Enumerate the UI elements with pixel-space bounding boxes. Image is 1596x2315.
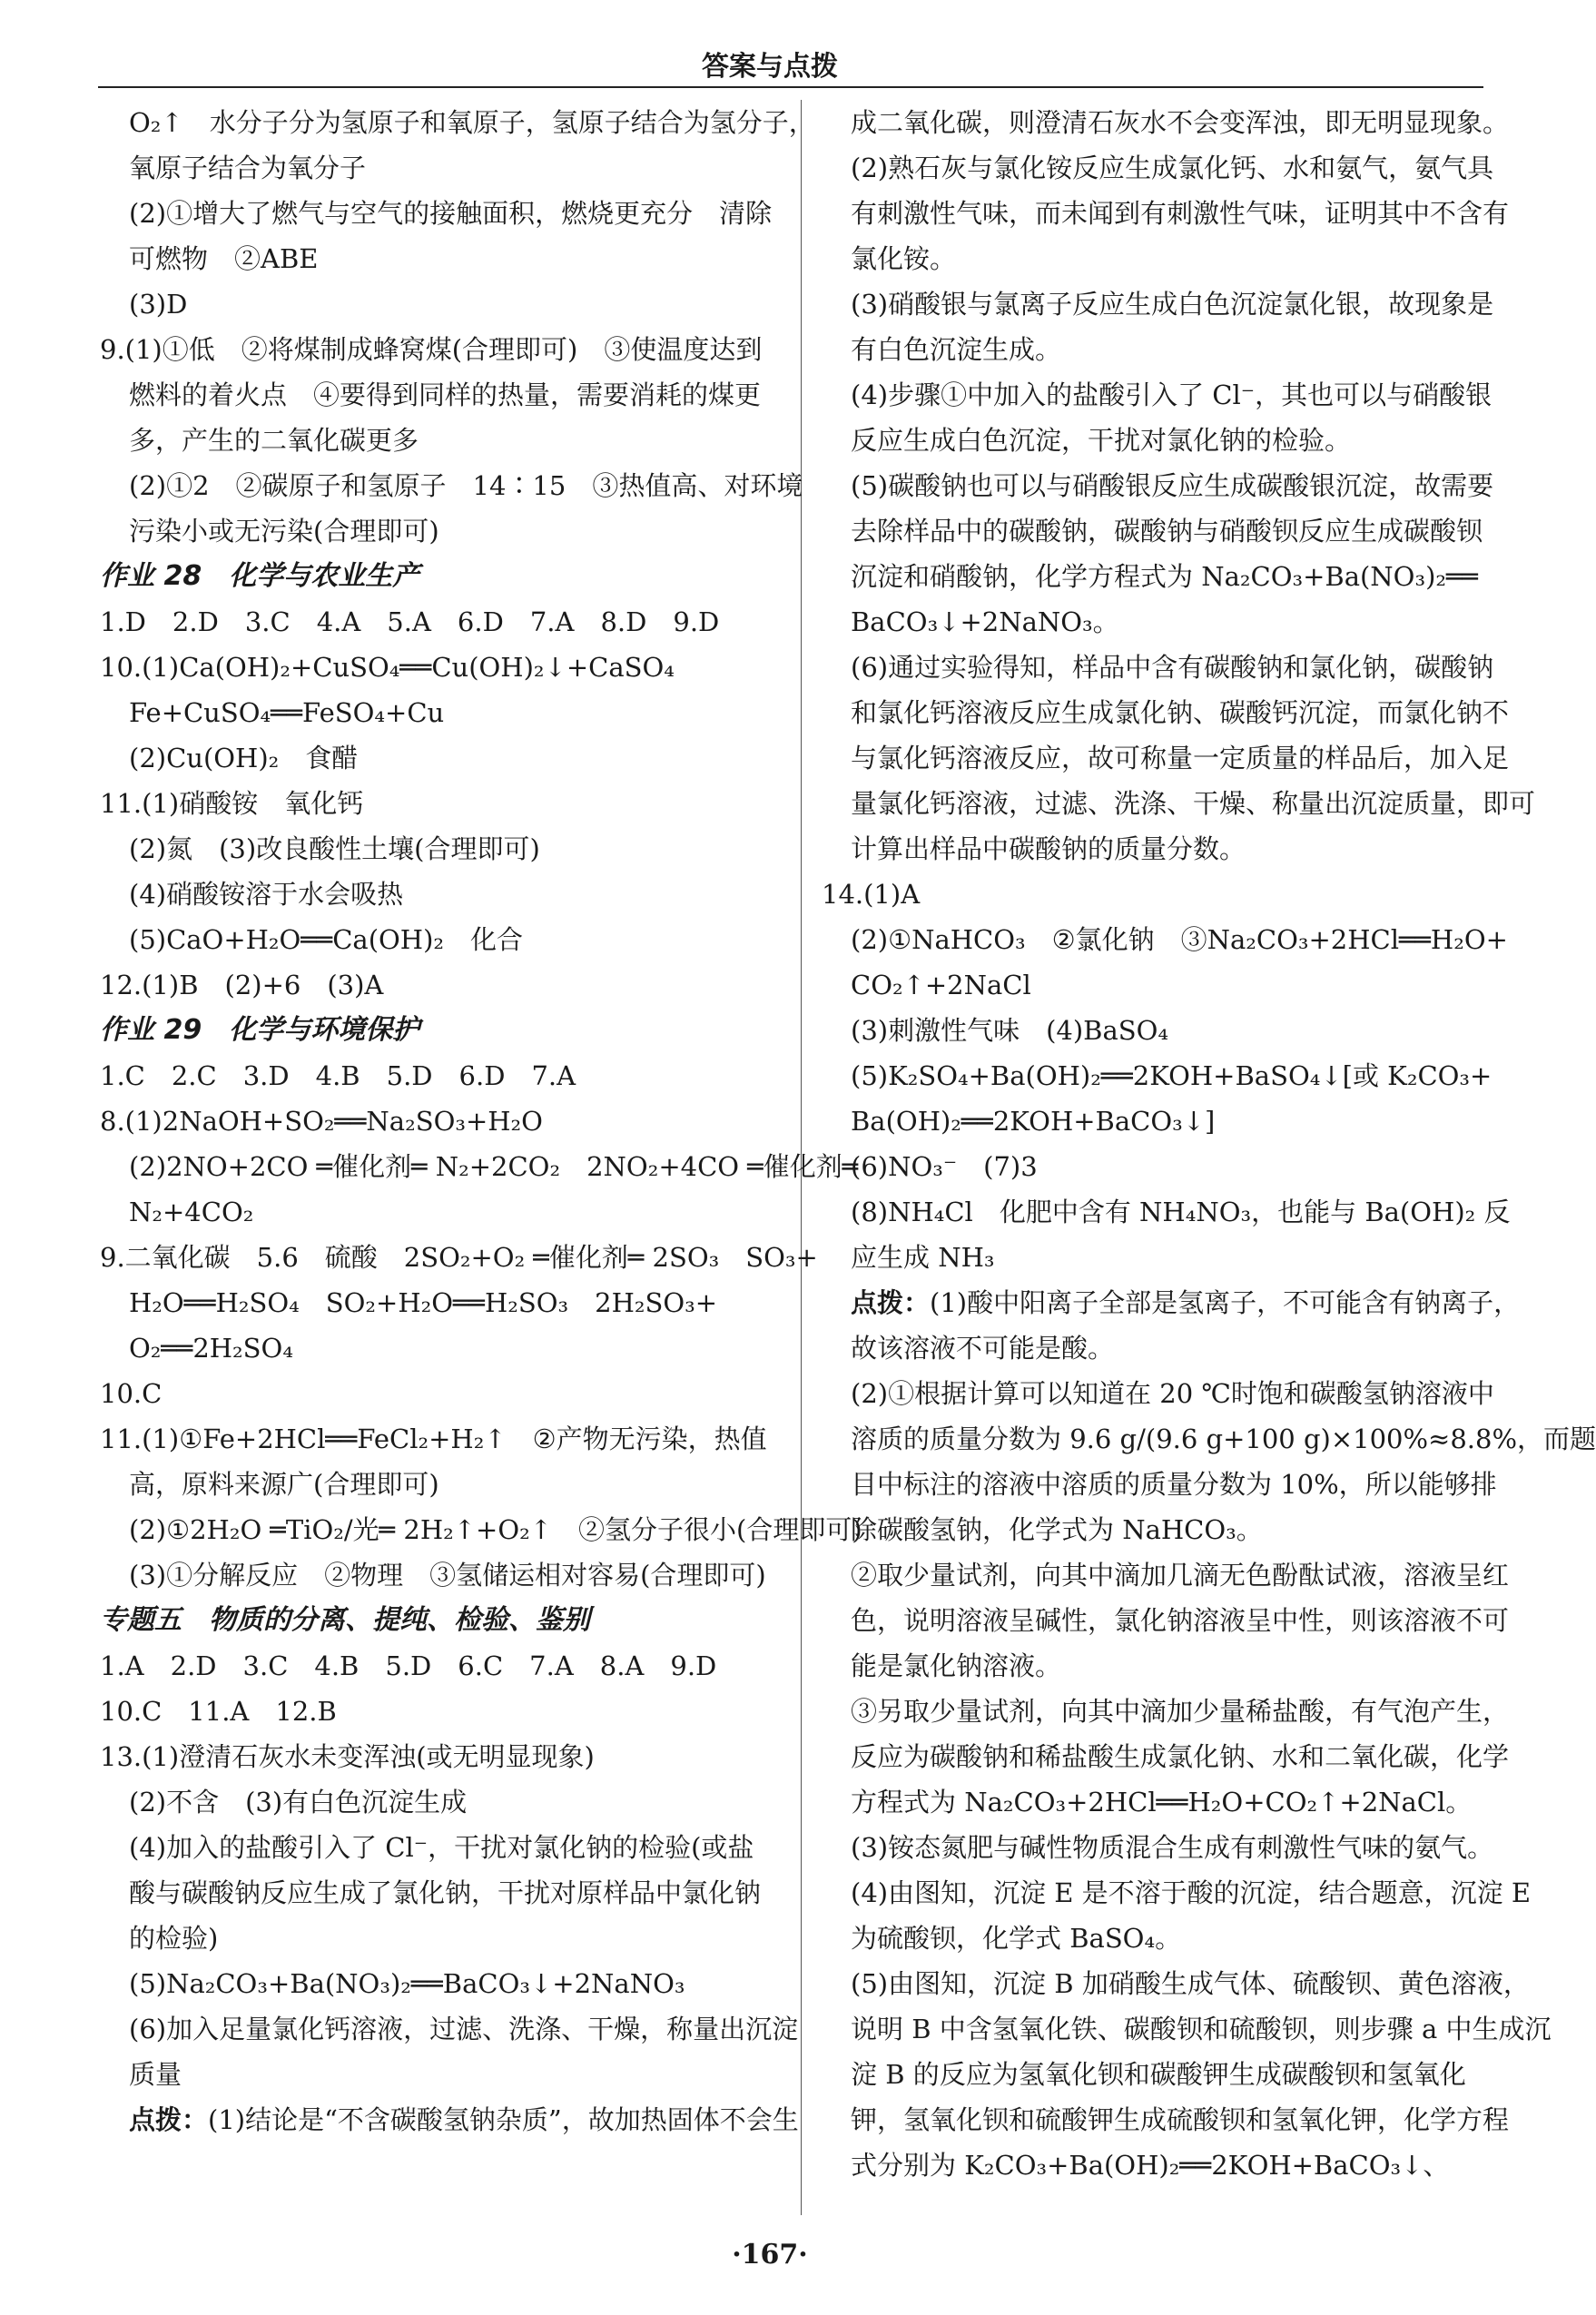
answer-line: CO₂↑+2NaCl [851,970,1031,1000]
answer-line: 色，说明溶液呈碱性，氯化钠溶液呈中性，则该溶液不可 [851,1605,1510,1636]
answer-line: (2)2NO+2CO ═催化剂═ N₂+2CO₂ 2NO₂+4CO ═催化剂═ [129,1151,859,1182]
answer-line: 质量 [129,2059,182,2090]
left-column [100,100,862,2143]
answer-line: (2)①2 ②碳原子和氢原子 14∶15 ③热值高、对环境 [129,470,803,501]
answer-line: (2)①2H₂O ═TiO₂/光═ 2H₂↑+O₂↑ ②氢分子很小(合理即可) [129,1514,862,1545]
answer-line: (6)NO₃⁻ (7)3 [851,1151,1038,1182]
page-number: ·167· [732,2239,808,2271]
answer-line: (3)D [129,289,188,320]
answer-line: BaCO₃↓+2NaNO₃。 [851,606,1119,637]
answer-line: 11.(1)①Fe+2HCl══FeCl₂+H₂↑ ②产物无污染，热值 [100,1423,767,1454]
answer-line: 10.C 11.A 12.B [100,1696,337,1727]
answer-line: 计算出样品中碳酸钠的质量分数。 [851,833,1246,864]
answer-line: (4)硝酸铵溶于水会吸热 [129,879,404,910]
section-heading: 作业 29 化学与环境保护 [100,1014,420,1046]
answer-line: 反应为碳酸钠和稀盐酸生成氯化钠、水和二氧化碳，化学 [851,1741,1510,1772]
answer-line: H₂O══H₂SO₄ SO₂+H₂O══H₂SO₃ 2H₂SO₃+ [129,1287,718,1318]
answer-line: (2)①NaHCO₃ ②氯化钠 ③Na₂CO₃+2HCl══H₂O+ [851,924,1508,955]
answer-line [100,2097,799,2143]
section-heading: 专题五 物质的分离、提纯、检验、鉴别 [100,1604,590,1636]
answer-line: 1.C 2.C 3.D 4.B 5.D 6.D 7.A [100,1060,576,1091]
answer-line: 目中标注的溶液中溶质的质量分数为 10%，所以能够排 [851,1469,1497,1500]
answer-line: 的检验) [129,1923,219,1954]
answer-line: (3)铵态氮肥与碱性物质混合生成有刺激性气味的氨气。 [851,1832,1494,1863]
answer-line: 故该溶液不可能是酸。 [851,1333,1115,1364]
answer-line: 13.(1)澄清石灰水未变浑浊(或无明显现象) [100,1741,595,1772]
answer-line: O₂══2H₂SO₄ [129,1333,293,1364]
header-divider [98,86,1483,88]
answer-line: 9.二氧化碳 5.6 硫酸 2SO₂+O₂ ═催化剂═ 2SO₃ SO₃+ [100,1242,818,1273]
answer-line: 有刺激性气味，而未闻到有刺激性气味，证明其中不含有 [851,198,1510,229]
tip-label: 点拨： [851,1287,931,1318]
tip-text: (1)酸中阳离子全部是氢离子，不可能含有钠离子， [930,1287,1521,1318]
answer-line: ②取少量试剂，向其中滴加几滴无色酚酞试液，溶液呈红 [851,1560,1510,1591]
answer-line: 氧原子结合为氧分子 [129,153,367,183]
answer-line: 污染小或无污染(合理即可) [129,516,439,547]
answer-line: (6)加入足量氯化钙溶液，过滤、洗涤、干燥，称量出沉淀 [129,2014,799,2044]
section-heading: 作业 28 化学与农业生产 [100,560,420,592]
answer-line: (8)NH₄Cl 化肥中含有 NH₄NO₃，也能与 Ba(OH)₂ 反 [851,1197,1511,1227]
answer-line: 能是氯化钠溶液。 [851,1650,1062,1681]
answer-line: Ba(OH)₂══2KOH+BaCO₃↓] [851,1106,1216,1137]
page-header-title: 答案与点拨 [702,51,838,83]
answer-line: (3)硝酸银与氯离子反应生成白色沉淀氯化银，故现象是 [851,289,1494,320]
answer-line [822,1280,1521,1325]
answer-line: 溶质的质量分数为 9.6 g/(9.6 g+100 g)×100%≈8.8%，而题 [851,1423,1596,1454]
answer-line: 1.D 2.D 3.C 4.A 5.A 6.D 7.A 8.D 9.D [100,606,720,637]
answer-line: 酸与碳酸钠反应生成了氯化钠，干扰对原样品中氯化钠 [129,1877,762,1908]
answer-line: 淀 B 的反应为氢氧化钡和碳酸钾生成碳酸钡和氢氧化 [851,2059,1466,2090]
answer-line: 8.(1)2NaOH+SO₂══Na₂SO₃+H₂O [100,1106,543,1137]
answer-line: (2)Cu(OH)₂ 食醋 [129,743,359,773]
answer-line: (5)K₂SO₄+Ba(OH)₂══2KOH+BaSO₄↓[或 K₂CO₃+ [851,1060,1493,1091]
answer-line: 10.C [100,1378,163,1409]
answer-line: (5)由图知，沉淀 B 加硝酸生成气体、硫酸钡、黄色溶液， [851,1968,1530,1999]
answer-line: (4)由图知，沉淀 E 是不溶于酸的沉淀，结合题意，沉淀 E [851,1877,1532,1908]
answer-line: 除碳酸氢钠，化学式为 NaHCO₃。 [851,1514,1263,1545]
answer-line: (3)刺激性气味 (4)BaSO₄ [851,1015,1169,1046]
answer-line: 去除样品中的碳酸钠，碳酸钠与硝酸钡反应生成碳酸钡 [851,516,1483,547]
answer-line: 1.A 2.D 3.C 4.B 5.D 6.C 7.A 8.A 9.D [100,1650,717,1681]
answer-line: 说明 B 中含氢氧化铁、碳酸钡和硫酸钡，则步骤 a 中生成沉 [851,2014,1552,2044]
answer-line: (3)①分解反应 ②物理 ③氢储运相对容易(合理即可) [129,1560,766,1591]
tip-label: 点拨： [129,2104,209,2135]
answer-line: O₂↑ 水分子分为氢原子和氧原子，氢原子结合为氢分子， [129,107,815,138]
answer-line: 氯化铵。 [851,243,957,274]
tip-text: (1)结论是“不含碳酸氢钠杂质”，故加热固体不会生 [208,2104,799,2135]
answer-line: 量氯化钙溶液，过滤、洗涤、干燥、称量出沉淀质量，即可 [851,788,1536,819]
answer-line: N₂+4CO₂ [129,1197,254,1227]
answer-line: 和氯化钙溶液反应生成氯化钠、碳酸钙沉淀，而氯化钠不 [851,697,1510,728]
answer-line: (5)碳酸钠也可以与硝酸银反应生成碳酸银沉淀，故需要 [851,470,1494,501]
answer-line: 有白色沉淀生成。 [851,334,1062,365]
answer-line: 燃料的着火点 ④要得到同样的热量，需要消耗的煤更 [129,379,762,410]
answer-line: 10.(1)Ca(OH)₂+CuSO₄══Cu(OH)₂↓+CaSO₄ [100,652,675,683]
answer-line: (6)通过实验得知，样品中含有碳酸钠和氯化钠，碳酸钠 [851,652,1494,683]
answer-line: (5)CaO+H₂O══Ca(OH)₂ 化合 [129,924,524,955]
answer-line: Fe+CuSO₄══FeSO₄+Cu [129,697,445,728]
answer-line: 11.(1)硝酸铵 氧化钙 [100,788,364,819]
answer-line: 14.(1)A [822,879,921,910]
answer-line: 成二氧化碳，则澄清石灰水不会变浑浊，即无明显现象。 [851,107,1510,138]
answer-line: 反应生成白色沉淀，干扰对氯化钠的检验。 [851,425,1352,456]
right-column [822,100,1596,2188]
answer-line: 12.(1)B (2)+6 (3)A [100,970,384,1000]
answer-line: (2)熟石灰与氯化铵反应生成氯化钙、水和氨气，氨气具 [851,153,1494,183]
answer-line: (2)氮 (3)改良酸性土壤(合理即可) [129,833,540,864]
answer-line: (2)不含 (3)有白色沉淀生成 [129,1787,468,1818]
answer-line: 方程式为 Na₂CO₃+2HCl══H₂O+CO₂↑+2NaCl。 [851,1787,1473,1818]
answer-line: 钾，氢氧化钡和硫酸钾生成硫酸钡和氢氧化钾，化学方程 [851,2104,1510,2135]
answer-line: (4)步骤①中加入的盐酸引入了 Cl⁻，其也可以与硝酸银 [851,379,1493,410]
answer-line: 与氯化钙溶液反应，故可称量一定质量的样品后，加入足 [851,743,1510,773]
answer-line: (2)①增大了燃气与空气的接触面积，燃烧更充分 清除 [129,198,773,229]
answer-line: (5)Na₂CO₃+Ba(NO₃)₂══BaCO₃↓+2NaNO₃ [129,1968,685,1999]
answer-line: ③另取少量试剂，向其中滴加少量稀盐酸，有气泡产生， [851,1696,1510,1727]
answer-line: 可燃物 ②ABE [129,243,319,274]
answer-line: 为硫酸钡，化学式 BaSO₄。 [851,1923,1182,1954]
answer-line: (4)加入的盐酸引入了 Cl⁻，干扰对氯化钠的检验(或盐 [129,1832,754,1863]
answer-line: 应生成 NH₃ [851,1242,995,1273]
answer-line: 多，产生的二氧化碳更多 [129,425,419,456]
answer-line: 沉淀和硝酸钠，化学方程式为 Na₂CO₃+Ba(NO₃)₂══ [851,561,1478,592]
answer-line: (2)①根据计算可以知道在 20 ℃时饱和碳酸氢钠溶液中 [851,1378,1494,1409]
answer-line: 式分别为 K₂CO₃+Ba(OH)₂══2KOH+BaCO₃↓、 [851,2150,1450,2181]
answer-line: 9.(1)①低 ②将煤制成蜂窝煤(合理即可) ③使温度达到 [100,334,763,365]
answer-line: 高，原料来源广(合理即可) [129,1469,439,1500]
